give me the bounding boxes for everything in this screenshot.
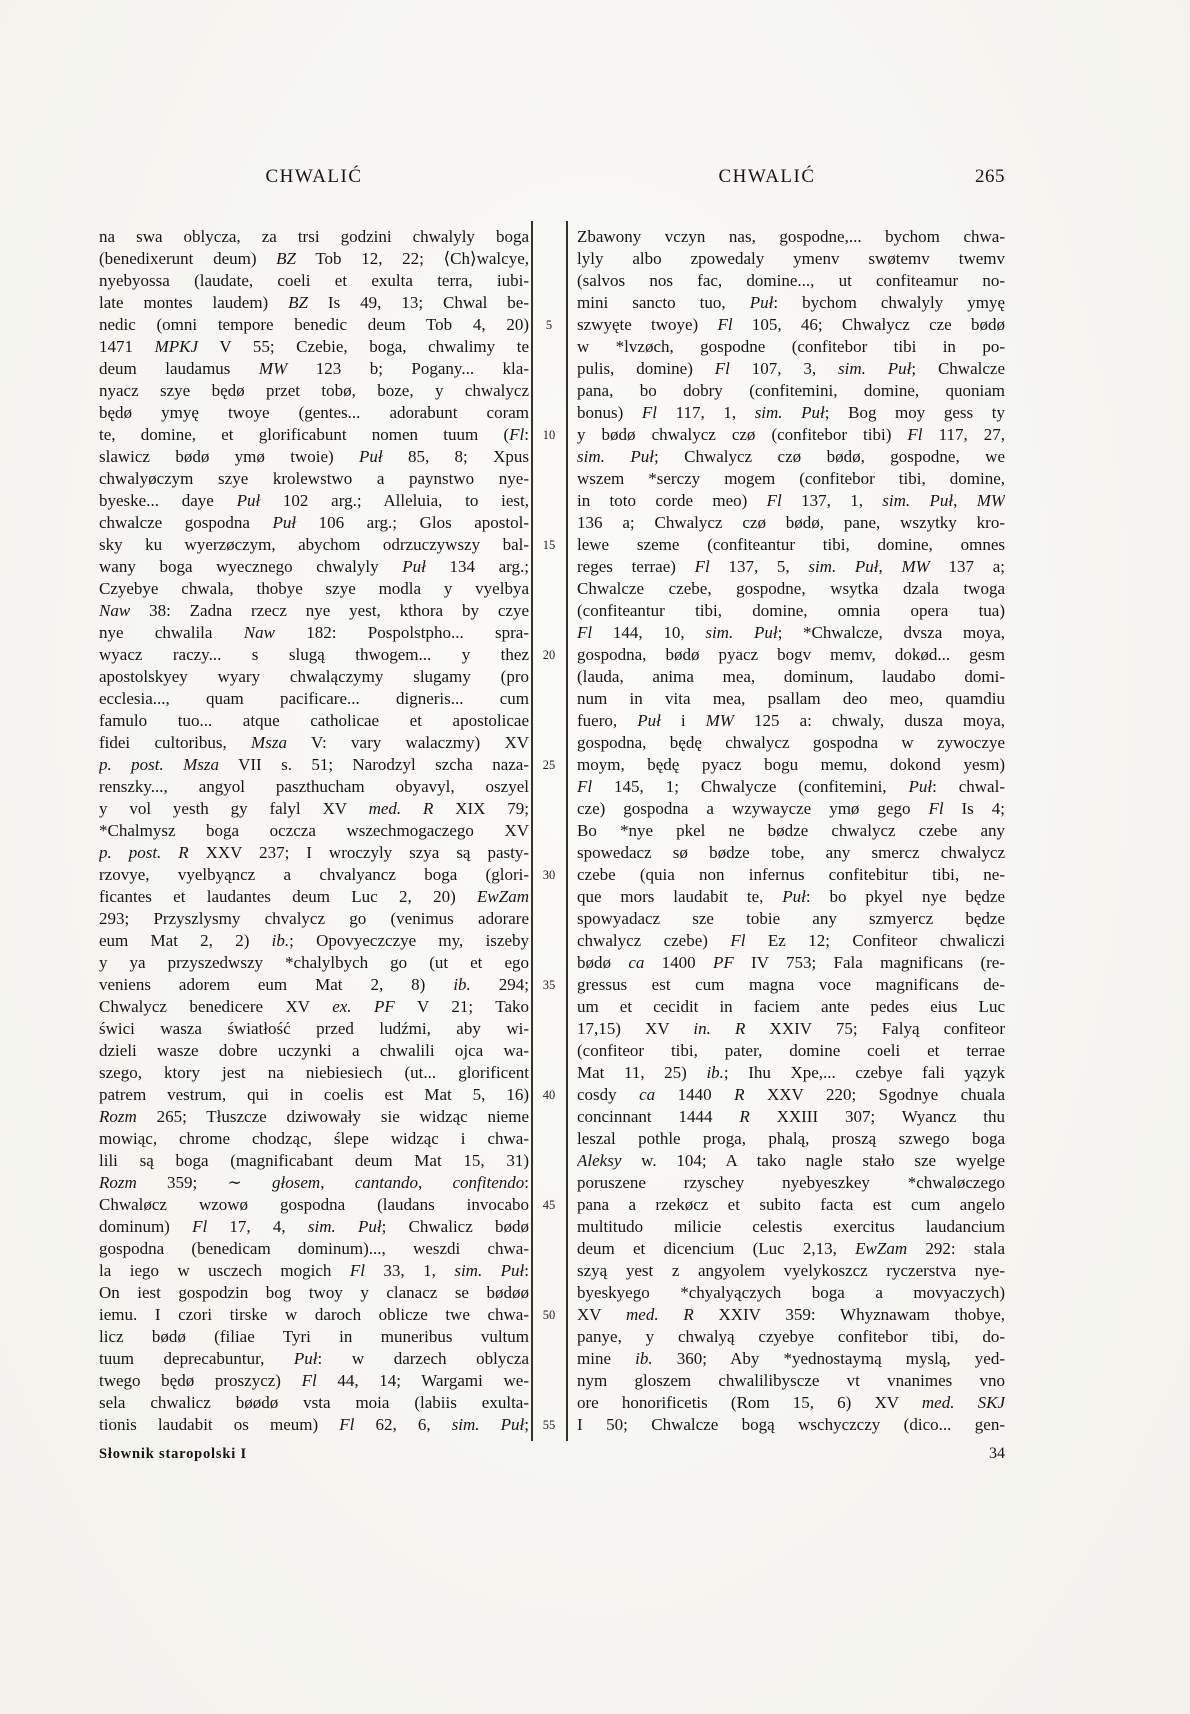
text-line: slawicz bødø ymø twoie) Puł 85, 8; Xpus — [99, 447, 529, 466]
gutter-line-number: 25 — [542, 758, 556, 772]
text-line: będø ymyę twoye (gentes... adorabunt coram — [99, 403, 529, 422]
text-line: szwyęte twoye) Fl 105, 46; Chwalycz cze bødø — [577, 315, 1005, 334]
running-head-right: CHWALIĆ — [718, 166, 816, 187]
text-line: 136 a; Chwalycz czø bødø, pane, wszytky kro- — [577, 513, 1005, 532]
text-line: sela chwalicz bøødø vsta moia (labiis exulta- — [99, 1393, 529, 1412]
text-line: pana a rzekøcz et subito facta est cum angelo — [577, 1195, 1005, 1214]
text-line: la iego w usczech mogich Fl 33, 1, sim. Puł: — [99, 1261, 529, 1280]
gutter-line-number: 5 — [545, 318, 553, 332]
text-line: chwalycz czebe) Fl Ez 12; Confiteor chwaliczi — [577, 931, 1005, 950]
gutter-line-number: 55 — [542, 1418, 556, 1432]
text-line: spowyadacz sze tobie any szmyercz będze — [577, 909, 1005, 928]
text-line: świci wasza światłość przed ludźmi, aby wi- — [99, 1019, 529, 1038]
text-line: chwalyøczym szye krolewstwo a paynstwo nye- — [99, 469, 529, 488]
text-line: iemu. I czori tirske w daroch oblicze twe chwa- — [99, 1305, 529, 1324]
text-line: multitudo milicie celestis exercitus laudancium — [577, 1217, 1005, 1236]
text-line: Rozm 359; ∼ głosem, cantando, confitendo: — [99, 1173, 529, 1192]
text-line: lyly albo zpowedaly ymenv swøtemv twemv — [577, 249, 1005, 268]
text-line: bødø ca 1400 PF IV 753; Fala magnificans (re- — [577, 953, 1005, 972]
text-line: y bødø chwalycz czø (confitebor tibi) Fl 117, 27, — [577, 425, 1005, 444]
text-line: Mat 11, 25) ib.; Ihu Xpe,... czebye fali yązyk — [577, 1063, 1005, 1082]
text-line: veniens adorem eum Mat 2, 8) ib. 294; — [99, 975, 529, 994]
text-line: concinnant 1444 R XXIII 307; Wyancz thu — [577, 1107, 1005, 1126]
text-line: lewe szeme (confiteantur tibi, domine, omnes — [577, 535, 1005, 554]
text-line: um et cecidit in faciem ante pedes eius Luc — [577, 997, 1005, 1016]
text-line: Zbawony vczyn nas, gospodne,... bychom chwa- — [577, 227, 1005, 246]
text-line: poruszene rzyschey nyebyeszkey *chwaløczego — [577, 1173, 1005, 1192]
text-line: deum laudamus MW 123 b; Pogany... kla- — [99, 359, 529, 378]
text-line: pana, bo dobry (confitemini, domine, quoniam — [577, 381, 1005, 400]
text-line: y vol yesth gy falyl XV med. R XIX 79; — [99, 799, 529, 818]
text-line: p. post. Msza VII s. 51; Narodzyl szcha naza- — [99, 755, 529, 774]
text-line: spowedacz sø bødze tobe, any smercz chwalycz — [577, 843, 1005, 862]
text-line: wszem *serczy mogem (confitebor tibi, domine, — [577, 469, 1005, 488]
text-line: rzovye, vyelbyąncz a chvalyancz boga (glori- — [99, 865, 529, 884]
left-column — [99, 226, 529, 1436]
gutter-line-number: 10 — [542, 428, 556, 442]
text-line: lili są boga (magnificabant deum Mat 15, 31) — [99, 1151, 529, 1170]
text-line: 293; Przyszlysmy chvalycz go (venimus adorare — [99, 909, 529, 928]
running-head-left: CHWALIĆ — [265, 166, 363, 187]
text-line: moym, będę pyacz bogu memu, dokond yesm) — [577, 755, 1005, 774]
text-line: *Chalmysz boga oczcza wszechmogaczego XV — [99, 821, 529, 840]
text-line: p. post. R XXV 237; I wroczyly szya są pasty- — [99, 843, 529, 862]
text-line: nyebyossa (laudate, coeli et exulta terra, iubi- — [99, 271, 529, 290]
text-line: que mors laudabit te, Puł: bo pkyel nye będze — [577, 887, 1005, 906]
text-line: (confiteor tibi, pater, domine coeli et terrae — [577, 1041, 1005, 1060]
text-line: czebe (quia non infernus confitebitur tibi, ne- — [577, 865, 1005, 884]
text-line: fidei cultoribus, Msza V: vary walaczmy) XV — [99, 733, 529, 752]
text-line: gressus est cum magna voce magnificans de- — [577, 975, 1005, 994]
right-column — [577, 226, 1005, 1436]
text-line: Czyebye chwala, thobye szye modla y vyelbya — [99, 579, 529, 598]
text-line: Fl 145, 1; Chwalycze (confitemini, Puł: chwal- — [577, 777, 1005, 796]
text-line: mini sancto tuo, Puł: bychom chwalyly ymyę — [577, 293, 1005, 312]
text-line: chwalcze gospodna Puł 106 arg.; Glos apostol- — [99, 513, 529, 532]
text-line: Aleksy w. 104; A tako nagle stało sze wyelge — [577, 1151, 1005, 1170]
text-line: dzieli wasze dobre uczynki a chwalili ojca wa- — [99, 1041, 529, 1060]
text-line: reges terrae) Fl 137, 5, sim. Puł, MW 137 a; — [577, 557, 1005, 576]
text-line: 17,15) XV in. R XXIV 75; Falyą confiteor — [577, 1019, 1005, 1038]
gutter-line-number: 35 — [542, 978, 556, 992]
text-line: bonus) Fl 117, 1, sim. Puł; Bog moy gess ty — [577, 403, 1005, 422]
text-line: gospodna, będę chwalycz gospodna w zywoczye — [577, 733, 1005, 752]
text-line: cosdy ca 1440 R XXV 220; Sgodnye chuala — [577, 1085, 1005, 1104]
text-line: patrem vestrum, qui in coelis est Mat 5, 16) — [99, 1085, 529, 1104]
text-line: y ya przyszedwszy *chalylbych go (ut et ego — [99, 953, 529, 972]
text-line: Chwalcze czebe, gospodne, wsytka dzala twoga — [577, 579, 1005, 598]
text-line: byeskyego *chyalyączych boga a movyaczych) — [577, 1283, 1005, 1302]
text-line: Rozm 265; Tłuszcze dziwowały sie widząc nieme — [99, 1107, 529, 1126]
text-line: tionis laudabit os meum) Fl 62, 6, sim. Puł; — [99, 1415, 529, 1434]
text-line: cze) gospodna a wzywaycze ymø gego Fl Is 4; — [577, 799, 1005, 818]
text-line: num in vita mea, psallam deo meo, quamdiu — [577, 689, 1005, 708]
text-line: (lauda, anima mea, dominum, laudabo domi- — [577, 667, 1005, 686]
text-line: nym gloszem chwalilibyscze vt vnanimes vno — [577, 1371, 1005, 1390]
text-line: (confiteantur tibi, domine, omnia opera tua) — [577, 601, 1005, 620]
gutter-line-number: 30 — [542, 868, 556, 882]
text-line: fuero, Puł i MW 125 a: chwaly, dusza moya, — [577, 711, 1005, 730]
text-line: leszal pothle proga, phalą, proszą szwego boga — [577, 1129, 1005, 1148]
text-line: pulis, domine) Fl 107, 3, sim. Puł; Chwalcze — [577, 359, 1005, 378]
text-line: gospodna (benedicam dominum)..., weszdi chwa- — [99, 1239, 529, 1258]
text-line: eum Mat 2, 2) ib.; Opovyeczczye my, iszeby — [99, 931, 529, 950]
gutter-line-number: 50 — [542, 1308, 556, 1322]
gutter-line-number: 20 — [542, 648, 556, 662]
text-line: wany boga wyecznego chwalyly Puł 134 arg.; — [99, 557, 529, 576]
text-line: Chwaløcz wzowø gospodna (laudans invocabo — [99, 1195, 529, 1214]
text-line: late montes laudem) BZ Is 49, 13; Chwal be- — [99, 293, 529, 312]
text-line: ecclesia..., quam pacificare... digneris... cum — [99, 689, 529, 708]
text-line: Bo *nye pkel ne bødze chwalycz czebe any — [577, 821, 1005, 840]
text-line: ore honorificetis (Rom 15, 6) XV med. SKJ — [577, 1393, 1005, 1412]
text-line: sky ku wyerzøczym, abychom odrzuczywszy bal- — [99, 535, 529, 554]
page-number: 265 — [975, 166, 1005, 187]
text-line: szego, ktory jest na niebiesiech (ut... glorificent — [99, 1063, 529, 1082]
text-line: nye chwalila Naw 182: Pospolstpho... spra- — [99, 623, 529, 642]
text-line: On iest gospodzin bog twoy y clanacz se bødøø — [99, 1283, 529, 1302]
text-line: w *lvzøch, gospodne (confitebor tibi in po- — [577, 337, 1005, 356]
text-line: tuum deprecabuntur, Puł: w darzech oblycza — [99, 1349, 529, 1368]
text-line: (benedixerunt deum) BZ Tob 12, 22; ⟨Ch⟩walcye, — [99, 249, 529, 268]
text-line: sim. Puł; Chwalycz czø bødø, gospodne, we — [577, 447, 1005, 466]
gutter-rule-left — [531, 221, 533, 1441]
text-line: na swa oblycza, za trsi godzini chwalyly boga — [99, 227, 529, 246]
text-line: ficantes et laudantes deum Luc 2, 20) EwZam — [99, 887, 529, 906]
text-line: mowiąc, chrome chodząc, ślepe widząc i chwa- — [99, 1129, 529, 1148]
text-line: mine ib. 360; Aby *yednostaymą myslą, yed- — [577, 1349, 1005, 1368]
gutter-line-number: 40 — [542, 1088, 556, 1102]
text-line: dominum) Fl 17, 4, sim. Puł; Chwalicz bødø — [99, 1217, 529, 1236]
text-line: 1471 MPKJ V 55; Czebie, boga, chwalimy te — [99, 337, 529, 356]
page-footer — [99, 1445, 1005, 1463]
text-line: licz bødø (filiae Tyri in muneribus vultum — [99, 1327, 529, 1346]
text-line: gospodna, bødø pyacz bogv memv, dokød... gesm — [577, 645, 1005, 664]
text-line: Naw 38: Zadna rzecz nye yest, kthora by czye — [99, 601, 529, 620]
text-line: te, domine, et glorificabunt nomen tuum (Fl: — [99, 425, 529, 444]
footer-signature: Słownik staropolski I — [99, 1446, 247, 1462]
text-line: I 50; Chwalcze bogą wschyczczy (dico... gen- — [577, 1415, 1005, 1434]
text-line: twego będø proszycz) Fl 44, 14; Wargami we- — [99, 1371, 529, 1390]
text-line: renszky..., angyol paszthucham obyavyl, oszyel — [99, 777, 529, 796]
text-line: Fl 144, 10, sim. Puł; *Chwalcze, dvsza moya, — [577, 623, 1005, 642]
text-line: Chwalycz benedicere XV ex. PF V 21; Tako — [99, 997, 529, 1016]
gutter-rule-right — [566, 221, 568, 1441]
text-line: wyacz raczy... s slugą thwogem... y thez — [99, 645, 529, 664]
text-line: panye, y chwalyą czyebye confitebor tibi, do- — [577, 1327, 1005, 1346]
text-line: (salvos nos fac, domine..., ut confiteamur no- — [577, 271, 1005, 290]
text-line: XV med. R XXIV 359: Whyznawam thobye, — [577, 1305, 1005, 1324]
text-line: szyą yest z angyolem vyelykoszcz ryczerstva nye- — [577, 1261, 1005, 1280]
gutter-line-number: 15 — [542, 538, 556, 552]
text-line: nedic (omni tempore benedic deum Tob 4, 20) — [99, 315, 529, 334]
text-line: famulo tuo... atque catholicae et apostolicae — [99, 711, 529, 730]
text-line: deum et dicencium (Luc 2,13, EwZam 292: stala — [577, 1239, 1005, 1258]
text-line: in toto corde meo) Fl 137, 1, sim. Puł, MW — [577, 491, 1005, 510]
text-line: byeske... daye Puł 102 arg.; Alleluia, to iest, — [99, 491, 529, 510]
gutter-line-number: 45 — [542, 1198, 556, 1212]
text-line: apostolskyey wyary chwalączymy slugamy (pro — [99, 667, 529, 686]
footer-sheet-number: 34 — [989, 1445, 1005, 1462]
text-line: nyacz szye będø przet tobø, boze, y chwalycz — [99, 381, 529, 400]
